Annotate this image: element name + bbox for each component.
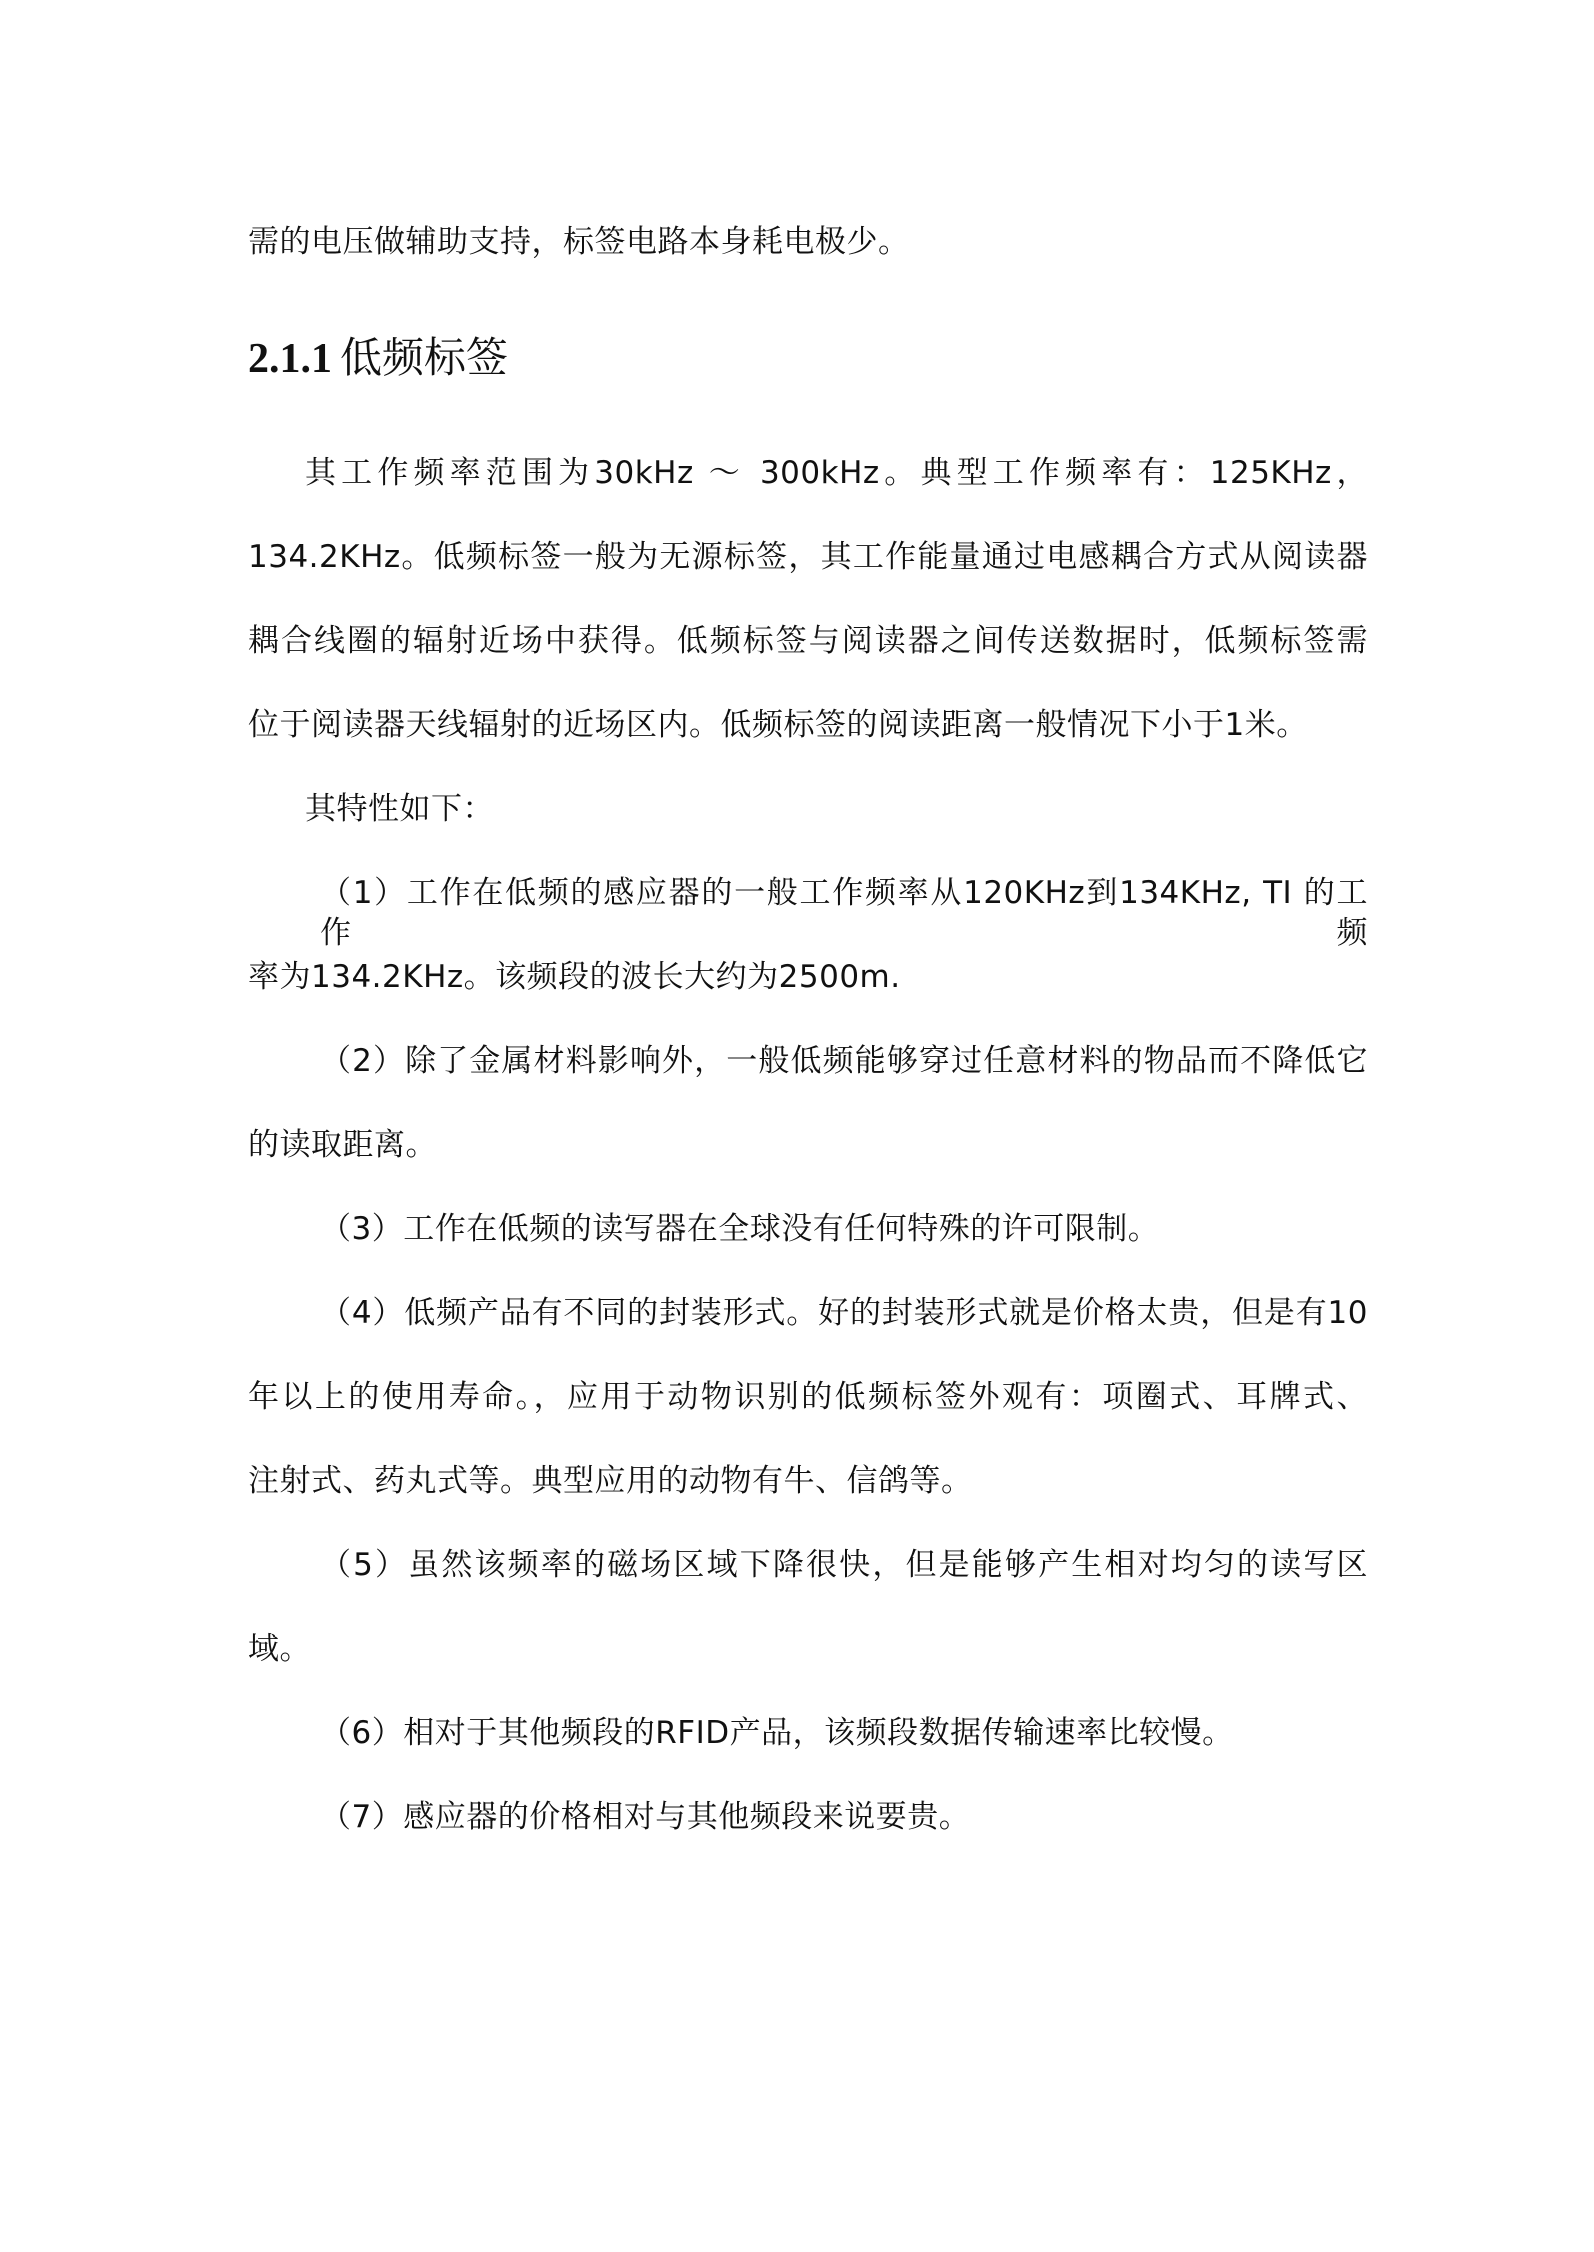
feature-3-line1: （3）工作在低频的读写器在全球没有任何特殊的许可限制。 <box>320 1211 1160 1247</box>
feature-1-line2: 率为134.2KHz。该频段的波长大约为2500m. <box>248 959 901 995</box>
features-intro: 其特性如下： <box>305 791 494 827</box>
paragraph1-line3: 耦合线圈的辐射近场中获得。低频标签与阅读器之间传送数据时，低频标签需 <box>248 623 1368 659</box>
intro-line: 需的电压做辅助支持，标签电路本身耗电极少。 <box>248 224 910 260</box>
feature-5-line2: 域。 <box>248 1631 311 1667</box>
feature-1-line1: （1）工作在低频的感应器的一般工作频率从120KHz到134KHz, TI 的工作频 <box>320 875 1368 951</box>
feature-4-line3: 注射式、药丸式等。典型应用的动物有牛、信鸽等。 <box>248 1463 973 1499</box>
section-title: 低频标签 <box>340 333 509 382</box>
section-number: 2.1.1 <box>248 336 332 382</box>
paragraph1-line2: 134.2KHz。低频标签一般为无源标签，其工作能量通过电感耦合方式从阅读器 <box>248 539 1368 575</box>
feature-5-line1: （5）虽然该频率的磁场区域下降很快，但是能够产生相对均匀的读写区 <box>320 1547 1368 1583</box>
paragraph1-line4: 位于阅读器天线辐射的近场区内。低频标签的阅读距离一般情况下小于1米。 <box>248 707 1308 743</box>
feature-2-line2: 的读取距离。 <box>248 1127 437 1163</box>
paragraph1-line1: 其工作频率范围为30kHz ～ 300kHz。典型工作频率有：125KHz， <box>305 455 1368 491</box>
feature-2-line1: （2）除了金属材料影响外，一般低频能够穿过任意材料的物品而不降低它 <box>320 1043 1368 1079</box>
feature-4-line1: （4）低频产品有不同的封装形式。好的封装形式就是价格太贵，但是有10 <box>320 1295 1368 1331</box>
feature-7-line1: （7）感应器的价格相对与其他频段来说要贵。 <box>320 1799 971 1835</box>
feature-4-line2: 年以上的使用寿命。，应用于动物识别的低频标签外观有：项圈式、耳牌式、 <box>248 1379 1368 1415</box>
feature-6-line1: （6）相对于其他频段的RFID产品，该频段数据传输速率比较慢。 <box>320 1715 1234 1751</box>
section-heading <box>248 330 508 387</box>
